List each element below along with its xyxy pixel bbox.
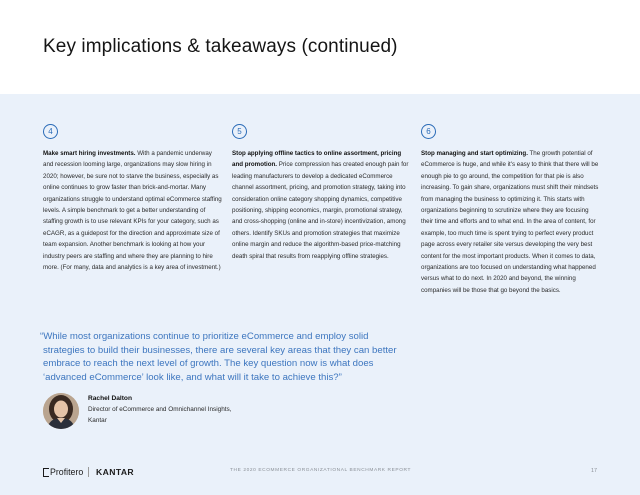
takeaway-body: With a pandemic underway and recession looming large, organizations may slow hiring in 2020; however, be sure not to starve the business, especially as online continues to grow faster than brick-and-mortar. Many organizations struggle to understand optimal eCommerce staffing levels. A simple benchmark to get a better understanding of staffing growth is to use relevant KPIs for your category, such as eCAGR, as a guidepost for the direction and approximate size of team expansion. Another benchmark is looking at how your industry peers are staffing and where they are planning to hire more. (For many, data and analytics is a key area of investment.) [43,150,222,272]
page-title: Key implications & takeaways (continued) [43,36,398,57]
takeaway-column-6 [421,124,601,296]
takeaway-column-4 [43,124,223,273]
number-4-icon: 4 [43,124,58,139]
logo-divider [88,467,89,477]
author-avatar [43,393,79,429]
pull-quote: “While most organizations continue to prioritize eCommerce and employ solid strategies to build their businesses, there are several key areas that they can better embrace to reach the next level of growth. The key question now is what does ‘advanced eCommerce’ look like, and what will it take to achieve this?” [40,331,397,383]
profitero-logo [43,467,83,477]
author-photo-icon [43,393,79,429]
takeaway-text [421,148,601,296]
title-band [0,0,640,94]
author-role: Director of eCommerce and Omnichannel Insights, [88,406,232,413]
takeaway-text [43,148,223,273]
quote-author [88,393,308,427]
author-name: Rachel Dalton [88,395,132,402]
takeaway-column-5 [232,124,412,262]
profitero-wordmark: Profitero [50,467,84,477]
takeaway-heading: Stop managing and start optimizing. [421,150,528,157]
takeaway-body: Price compression has created enough pain for leading manufacturers to develop a dedicated eCommerce channel assortment, pricing, and promotion strategy, taking into consideration online category shopping dynamics, competitive positioning, shipping economics, margin, promotional strategy, and cross-shopping (online and in-store) incentivization, among others. Identify SKUs and promotion strategies that maximize online margin and reduce the algorithm-based price-matching death spiral that results from reapplying offline strategies. [232,161,409,260]
kantar-logo: KANTAR [96,467,135,477]
number-5-icon: 5 [232,124,247,139]
takeaway-heading: Stop applying offline tactics to online assortment, pricing and promotion. [232,150,402,169]
page-number: 17 [591,468,597,474]
profitero-mark-icon [43,468,49,477]
takeaway-body: The growth potential of eCommerce is huge, and while it's easy to think that there will be enough pie to go around, the competition for that pie is also increasing. To gain share, organizations must shift their mindsets from managing the business to optimizing it. This starts with organizations beginning to scrutinize where they are focusing their time and efforts and to what end. In the area of content, for example, too much time is spent trying to perfect every product page across every retailer site versus developing the very best content for the most important products. When it comes to data, organizations are too focused on understanding what happened versus what to do next. In 2020 and beyond, the winning companies will be those that go beyond the basics. [421,150,599,294]
author-company: Kantar [88,417,107,425]
takeaway-text [232,148,412,262]
footer-report-title: THE 2020 ECOMMERCE ORGANIZATIONAL BENCHMARK REPORT [230,468,412,473]
number-6-icon: 6 [421,124,436,139]
takeaway-heading: Make smart hiring investments. [43,150,136,157]
